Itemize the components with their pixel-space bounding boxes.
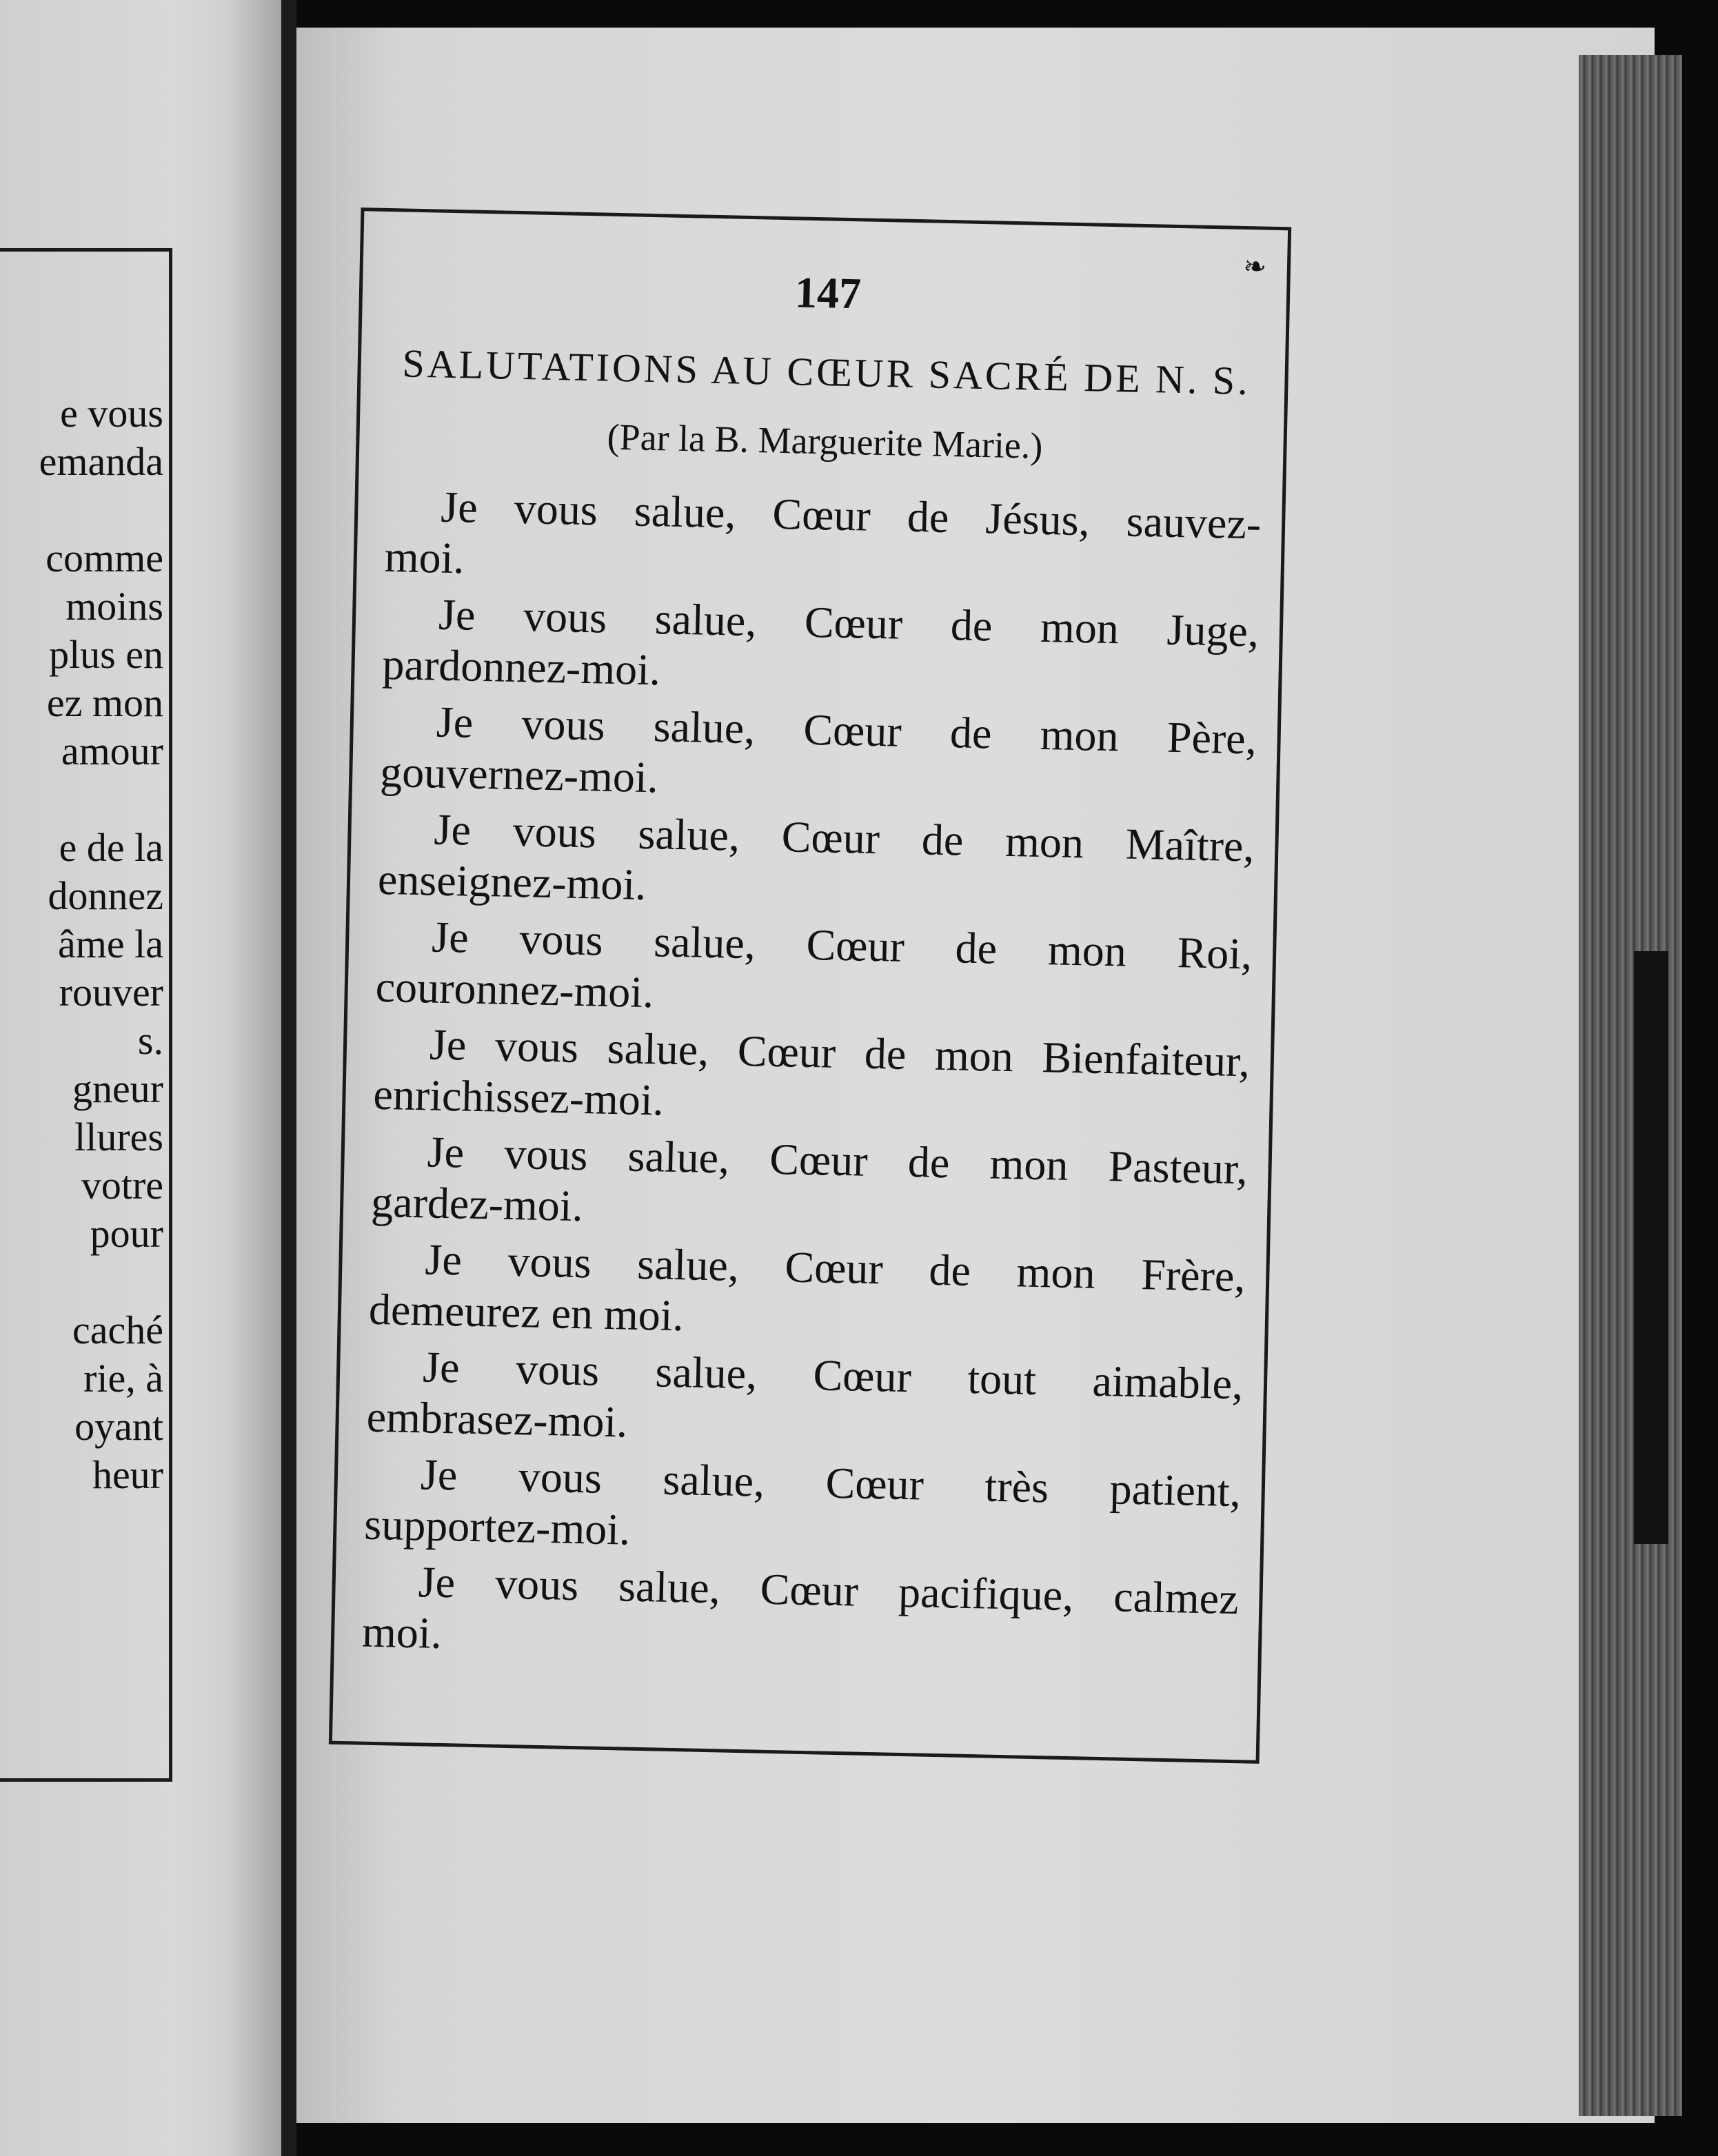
text-frame — [329, 207, 1291, 1764]
left-line: ez mon — [46, 680, 163, 725]
salutation-item — [364, 1448, 1242, 1572]
salutation-line: Je vous salue, Cœur de mon Pasteur, — [427, 1127, 1249, 1194]
salutation-item — [361, 1556, 1239, 1679]
left-line: comme — [46, 536, 163, 580]
salutation-continuation: supportez-moi. — [363, 1499, 631, 1554]
salutation-line: Je vous salue, Cœur pacifique, calmez — [418, 1557, 1240, 1624]
salutation-item — [384, 480, 1262, 604]
salutation-line: Je vous salue, Cœur de mon Père, — [436, 697, 1257, 764]
book-gutter — [281, 0, 296, 2156]
salutation-continuation: enseignez-moi. — [377, 854, 647, 909]
salutation-line: Je vous salue, Cœur de mon Frère, — [424, 1234, 1246, 1301]
salutation-item — [382, 588, 1260, 711]
left-line: heur — [92, 1452, 163, 1497]
left-line: oyant — [74, 1404, 163, 1449]
salutation-item — [366, 1341, 1244, 1464]
left-line: rie, à — [83, 1356, 163, 1401]
salutation-continuation: moi. — [361, 1607, 443, 1658]
left-line: amour — [61, 729, 163, 773]
left-line: llures — [74, 1115, 163, 1159]
left-line: donnez — [48, 873, 163, 918]
page-number: 147 — [794, 267, 862, 318]
salutation-continuation: embrasez-moi. — [366, 1392, 628, 1447]
left-line: gneur — [72, 1066, 163, 1111]
left-page-text — [0, 389, 163, 1499]
left-line: plus en — [49, 632, 163, 677]
salutation-line: Je vous salue, Cœur de mon Maître, — [433, 804, 1255, 871]
page-edge-shadow — [1634, 951, 1668, 1544]
left-line — [0, 1258, 163, 1306]
salutation-item — [373, 1018, 1251, 1141]
page-subtitle: (Par la B. Marguerite Marie.) — [607, 416, 1043, 467]
left-line: pour — [90, 1211, 163, 1256]
salutation-line: Je vous salue, Cœur de mon Bienfaiteur, — [429, 1019, 1251, 1086]
printer-ornament-icon: ❧ — [1243, 250, 1267, 283]
left-page-frame — [0, 248, 172, 1782]
salutation-continuation: pardonnez-moi. — [381, 639, 661, 695]
left-line: s. — [137, 1018, 163, 1063]
salutation-continuation: couronnez-moi. — [375, 962, 654, 1017]
page-title: SALUTATIONS AU CŒUR SACRÉ DE N. S. — [401, 340, 1251, 404]
salutation-line: Je vous salue, Cœur de Jésus, sauvez- — [440, 482, 1262, 549]
salutation-item — [368, 1233, 1246, 1356]
salutation-item — [370, 1126, 1248, 1249]
left-line — [0, 775, 163, 824]
salutation-continuation: gouvernez-moi. — [379, 746, 659, 802]
left-line: âme la — [58, 922, 163, 966]
salutation-continuation: moi. — [384, 531, 465, 583]
gutter-shadow — [228, 0, 281, 2156]
salutation-line: Je vous salue, Cœur de mon Juge, — [438, 589, 1260, 656]
left-line: rouver — [59, 970, 163, 1015]
salutation-continuation: enrichissez-moi. — [372, 1069, 665, 1125]
salutation-line: Je vous salue, Cœur de mon Roi, — [431, 912, 1253, 979]
salutations-list — [361, 480, 1262, 1678]
salutation-continuation: demeurez en moi. — [368, 1284, 685, 1341]
salutation-line: Je vous salue, Cœur tout aimable, — [422, 1342, 1244, 1409]
left-line: e vous — [60, 391, 163, 436]
page-content — [361, 253, 1266, 1681]
salutation-item — [375, 911, 1253, 1034]
left-line: caché — [72, 1308, 163, 1352]
left-line — [0, 486, 163, 534]
salutation-line: Je vous salue, Cœur très patient, — [420, 1450, 1242, 1516]
salutation-item — [379, 695, 1257, 819]
left-line: votre — [81, 1163, 163, 1208]
salutation-item — [377, 803, 1255, 926]
left-line: e de la — [59, 825, 163, 870]
left-line: emanda — [39, 439, 163, 484]
salutation-continuation: gardez-moi. — [370, 1177, 584, 1231]
left-line: moins — [65, 584, 163, 629]
